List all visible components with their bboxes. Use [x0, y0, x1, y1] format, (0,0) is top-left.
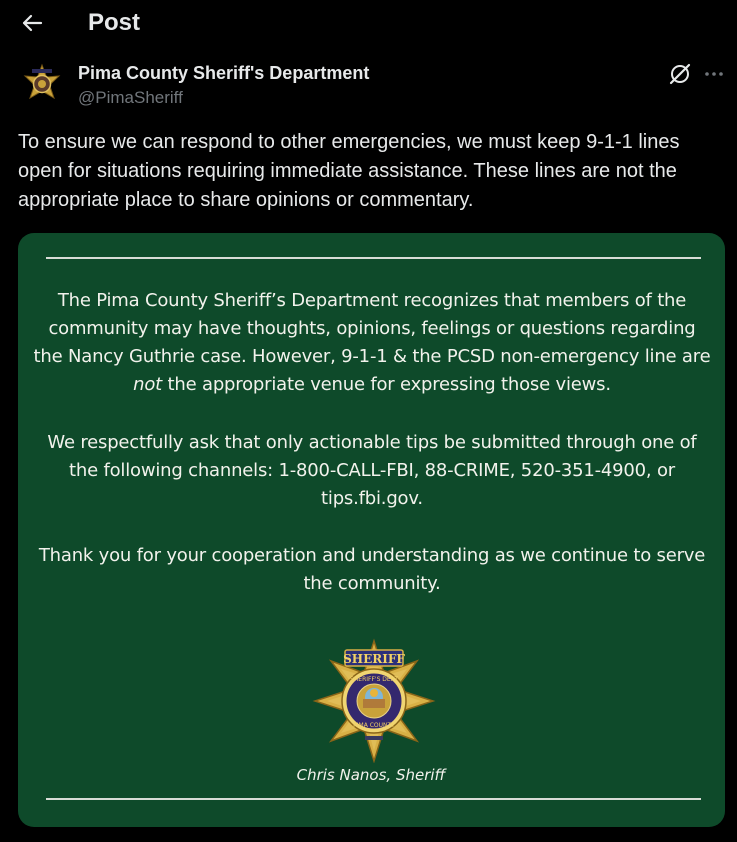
- arrow-left-icon: [21, 12, 43, 34]
- divider-bottom: [46, 798, 701, 800]
- avatar[interactable]: [18, 62, 66, 110]
- emphasis-text: not: [133, 374, 163, 395]
- svg-text:SHERIFF'S DEPT: SHERIFF'S DEPT: [349, 676, 399, 683]
- sheriff-badge-icon: [18, 62, 66, 110]
- grok-icon: [666, 60, 694, 88]
- author-name[interactable]: Pima County Sheriff's Department: [78, 63, 370, 83]
- more-horizontal-icon: [700, 60, 728, 88]
- svg-text:SHERIFF: SHERIFF: [343, 652, 405, 666]
- statement-paragraph-1: The Pima County Sheriff’s Department recognizes that members of the community may have thoughts, opinions, feelings or questions regarding the Nancy Guthrie case. However, 9-1-1 & the PCSD non-emergency line are not the appropriate venue for expressing those views.: [33, 290, 711, 395]
- media-image[interactable]: [18, 233, 725, 827]
- author-handle[interactable]: @PimaSheriff: [78, 88, 183, 107]
- divider-top: [46, 257, 701, 259]
- tweet-text: To ensure we can respond to other emergencies, we must keep 9-1-1 lines open for situations requiring immediate assistance. These lines are not the appropriate place to share opinions or commentary.: [18, 131, 680, 211]
- grok-button[interactable]: [666, 60, 694, 88]
- page-title: Post: [88, 9, 141, 36]
- back-button[interactable]: [14, 5, 50, 41]
- signature: Chris Nanos, Sheriff: [296, 766, 446, 784]
- svg-text:PIMA COUNTY: PIMA COUNTY: [353, 722, 395, 729]
- sheriff-star-badge-icon: [309, 637, 439, 763]
- post-header: [0, 0, 737, 46]
- more-button[interactable]: [700, 60, 728, 88]
- statement-paragraph-3: Thank you for your cooperation and understanding as we continue to serve the community.: [38, 545, 706, 594]
- statement-paragraph-2: We respectfully ask that only actionable tips be submitted through one of the following channels: 1-800-CALL-FBI, 88-CRIME, 520-351-4900, or tips.fbi.gov.: [47, 432, 697, 509]
